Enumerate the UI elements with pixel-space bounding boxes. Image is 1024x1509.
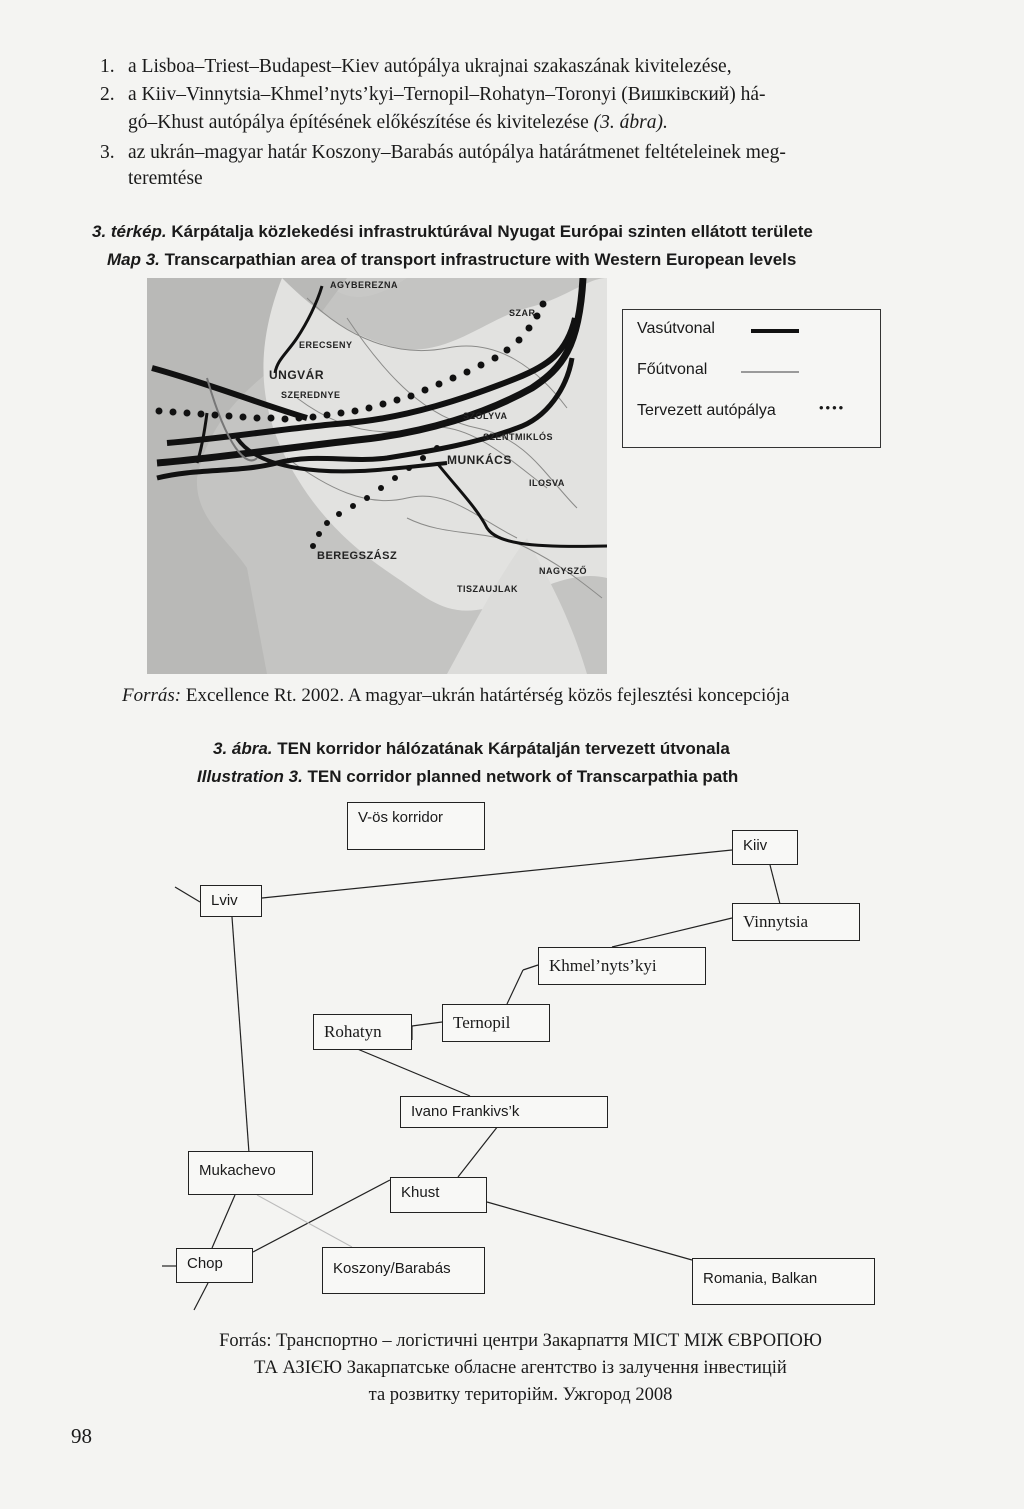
figure-caption-en: Illustration 3. TEN corridor planned network of Transcarpathia path bbox=[197, 767, 739, 786]
node-khmelnytskyi: Khmel’nyts’kyi bbox=[538, 947, 706, 985]
figure-caption-hu: 3. ábra. TEN korridor hálózatának Kárpátalján tervezett útvonala bbox=[213, 739, 730, 758]
map-label-szolyva: SZOLYVA bbox=[463, 411, 508, 421]
figure-source-line-2: ТА АЗІЄЮ Закарпатське обласне агентство із залучення інвестицій bbox=[254, 1358, 787, 1378]
map-label-nagyszo: NAGYSZŐ bbox=[539, 566, 588, 576]
node-ivano-frankivsk: Ivano Frankivs’k bbox=[400, 1096, 608, 1128]
map-caption-hu: 3. térkép. Kárpátalja közlekedési infrastruktúrával Nyugat Európai szinten ellátott területe bbox=[92, 222, 813, 241]
map-label-tiszaujlak: TISZAUJLAK bbox=[457, 584, 518, 594]
map-label-beregszasz: BEREGSZÁSZ bbox=[317, 550, 398, 562]
list-item-3-cont: teremtése bbox=[128, 168, 203, 189]
node-chop: Chop bbox=[176, 1248, 253, 1283]
map-label-agybererezna: AGYBEREZNA bbox=[330, 280, 399, 290]
map-label-szerednye: SZEREDNYE bbox=[281, 390, 341, 400]
node-khust: Khust bbox=[390, 1177, 487, 1213]
legend-planned-swatch: •••• bbox=[819, 400, 846, 415]
map-label-szentmiklos: SZENTMIKLÓS bbox=[483, 432, 553, 442]
node-ternopil: Ternopil bbox=[442, 1004, 550, 1042]
figure-source bbox=[0, 1328, 1024, 1409]
map-label-szar: SZAR bbox=[509, 308, 536, 318]
node-lviv: Lviv bbox=[200, 885, 262, 917]
map-label-munkacs: MUNKÁCS bbox=[447, 453, 512, 467]
list-item-1: 1. a Lisboa–Triest–Budapest–Kiev autópálya ukrajnai szakaszának kivitelezése, bbox=[100, 56, 732, 77]
map-label-ungvar: UNGVÁR bbox=[269, 368, 325, 382]
map-caption-en: Map 3. Transcarpathian area of transport infrastructure with Western European levels bbox=[107, 250, 797, 269]
map-label-erecseny: ERECSENY bbox=[299, 340, 353, 350]
map-label-ilosva: ILOSVA bbox=[529, 478, 565, 488]
figure-source-line-1: Forrás: Транспортно – логістичні центри Закарпаття МІСТ МІЖ ЄВРОПОЮ bbox=[219, 1331, 822, 1351]
legend-mainroad-label: Főútvonal bbox=[637, 361, 708, 378]
node-v-corridor: V-ös korridor bbox=[347, 802, 485, 850]
page-number: 98 bbox=[71, 1424, 92, 1448]
figure-source-line-3: та розвитку територійм. Ужгород 2008 bbox=[368, 1385, 673, 1405]
map-source: Forrás: Excellence Rt. 2002. A magyar–ukrán határtérség közös fejlesztési koncepciója bbox=[122, 685, 790, 706]
legend-planned-label: Tervezett autópálya bbox=[637, 402, 776, 419]
list-item-2: 2. a Kiiv–Vinnytsia–Khmel’nyts’kyi–Ternopil–Rohatyn–Toronyi (Вишківский) há- bbox=[100, 84, 766, 105]
list-item-3: 3. az ukrán–magyar határ Koszony–Barabás autópálya határátmenet feltételeinek meg- bbox=[100, 142, 786, 163]
legend-railway-label: Vasútvonal bbox=[637, 320, 715, 337]
list-item-2-cont: gó–Khust autópálya építésének előkészítése és kivitelezése (3. ábra). bbox=[128, 112, 668, 133]
node-rohatyn: Rohatyn bbox=[313, 1014, 412, 1050]
node-kiiv: Kiiv bbox=[732, 830, 798, 865]
node-koszony-barabas: Koszony/Barabás bbox=[322, 1247, 485, 1294]
node-mukachevo: Mukachevo bbox=[188, 1151, 313, 1195]
node-romania-balkan: Romania, Balkan bbox=[692, 1258, 875, 1305]
node-vinnytsia: Vinnytsia bbox=[732, 903, 860, 941]
